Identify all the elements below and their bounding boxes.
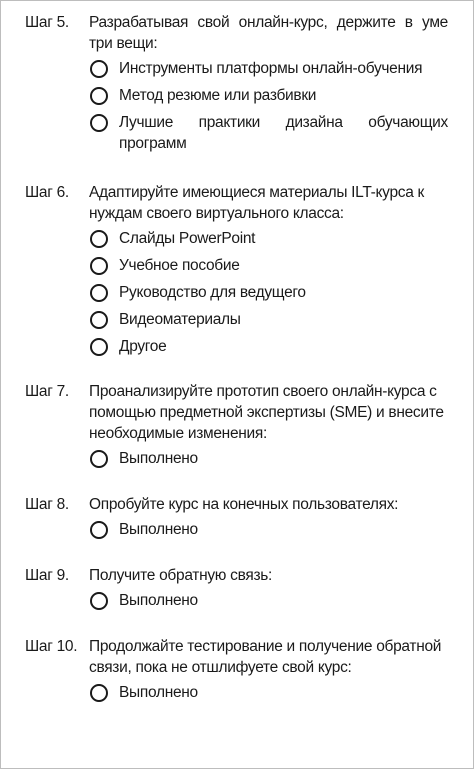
option-label: Выполнено: [119, 450, 198, 467]
option-powerpoint-slides[interactable]: [90, 228, 448, 249]
option-summary-method[interactable]: [90, 85, 448, 106]
option-list: [89, 58, 448, 154]
step-text: Адаптируйте имеющиеся материалы ILT-курса к нуждам своего виртуального класса:: [89, 184, 425, 222]
step-body: [89, 12, 448, 154]
option-facilitator-guide[interactable]: [90, 282, 448, 303]
option-done[interactable]: [90, 682, 448, 703]
option-label: Выполнено: [119, 521, 198, 538]
option-platform-tools[interactable]: [90, 58, 448, 79]
radio-circle-icon[interactable]: [90, 230, 108, 248]
option-label: Выполнено: [119, 684, 198, 701]
option-label: Видеоматериалы: [119, 311, 241, 328]
step-body: [89, 565, 448, 611]
option-other[interactable]: [90, 336, 448, 357]
step-label: Шаг 6.: [25, 184, 69, 201]
step-label: Шаг 8.: [25, 496, 69, 513]
radio-circle-icon[interactable]: [90, 60, 108, 78]
step-body: [89, 381, 448, 469]
option-best-practices[interactable]: [90, 112, 448, 154]
option-label: Инструменты платформы онлайн-обучения: [119, 60, 423, 77]
step-text: Получите обратную связь:: [89, 567, 273, 584]
option-list: [89, 590, 448, 611]
option-done[interactable]: [90, 448, 448, 469]
radio-circle-icon[interactable]: [90, 338, 108, 356]
step-label: Шаг 7.: [25, 383, 69, 400]
option-done[interactable]: [90, 590, 448, 611]
option-label: Лучшие практики дизайна обучающих программ: [119, 114, 448, 152]
option-list: [89, 228, 448, 357]
step-9: [25, 565, 448, 611]
step-6: [25, 182, 448, 357]
option-study-guide[interactable]: [90, 255, 448, 276]
step-text: Продолжайте тестирование и получение обратной связи, пока не отшлифуете свой курс:: [89, 638, 442, 676]
step-7: [25, 381, 448, 469]
option-label: Руководство для ведущего: [119, 284, 306, 301]
step-label: Шаг 9.: [25, 567, 69, 584]
step-label: Шаг 5.: [25, 14, 69, 31]
radio-circle-icon[interactable]: [90, 87, 108, 105]
option-label: Выполнено: [119, 592, 198, 609]
radio-circle-icon[interactable]: [90, 450, 108, 468]
radio-circle-icon[interactable]: [90, 257, 108, 275]
step-body: [89, 494, 448, 540]
radio-circle-icon[interactable]: [90, 284, 108, 302]
option-label: Слайды PowerPoint: [119, 230, 256, 247]
option-list: [89, 682, 448, 703]
step-text: Разрабатывая свой онлайн-курс, держите в уме три вещи:: [89, 14, 448, 52]
step-text: Проанализируйте прототип своего онлайн-курса с помощью предметной экспертизы (SME) и внесите необходимые изменения:: [89, 383, 444, 442]
radio-circle-icon[interactable]: [90, 311, 108, 329]
option-label: Другое: [119, 338, 167, 355]
option-list: [89, 519, 448, 540]
step-body: [89, 636, 448, 703]
radio-circle-icon[interactable]: [90, 521, 108, 539]
option-label: Метод резюме или разбивки: [119, 87, 317, 104]
step-5: [25, 12, 448, 154]
checklist: [25, 12, 448, 703]
step-label: Шаг 10.: [25, 638, 78, 655]
option-video-materials[interactable]: [90, 309, 448, 330]
radio-circle-icon[interactable]: [90, 684, 108, 702]
option-list: [89, 448, 448, 469]
option-done[interactable]: [90, 519, 448, 540]
radio-circle-icon[interactable]: [90, 592, 108, 610]
radio-circle-icon[interactable]: [90, 114, 108, 132]
option-label: Учебное пособие: [119, 257, 240, 274]
step-8: [25, 494, 448, 540]
step-text: Опробуйте курс на конечных пользователях:: [89, 496, 399, 513]
step-10: [25, 636, 448, 703]
step-body: [89, 182, 448, 357]
